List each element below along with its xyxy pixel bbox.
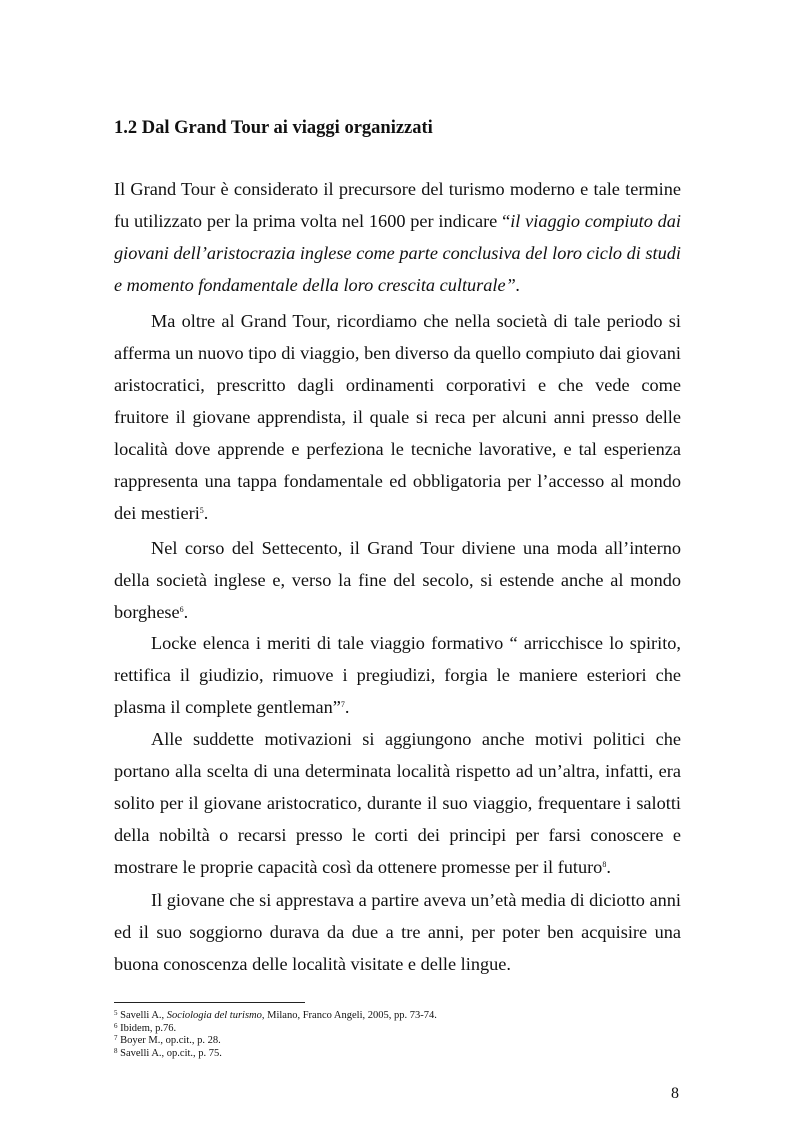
- footnote-7: $^7$ Boyer M., op.cit., p. 28.: [114, 1034, 221, 1046]
- paragraph-4: Locke elenca i meriti di tale viaggio formativo “ arricchisce lo spirito, rettifica il giudizio, rimuove i pregiudizi, forgia le maniere esteriori che plasma il complete gentleman”$^7$.: [114, 633, 681, 717]
- paragraph-1: [114, 173, 681, 301]
- footnote-ref-7[interactable]: 7: [340, 700, 345, 709]
- section-heading: 1.2 Dal Grand Tour ai viaggi organizzati: [114, 118, 433, 138]
- footnote-book-title: Sociologia del turismo: [166, 1010, 262, 1021]
- page-number: 8: [671, 1085, 679, 1102]
- paragraph-2-text: Ma oltre al Grand Tour, ricordiamo che nella società di tale periodo si afferma un nuovo tipo di viaggio, ben diverso da quello compiuto dai giovani aristocratici, prescritto dagli ordinamenti corporativi e che vede come fruitore il giovane apprendista, il quale si reca per alcuni anni presso delle località dove apprende e perfeziona le tecniche lavorative, e tal esperienza rappresenta una tappa fondamentale ed obbligatoria per l’accesso al mondo dei mestieri: [114, 311, 681, 523]
- paragraph-6-text: Il giovane che si apprestava a partire aveva un’età media di diciotto anni ed il suo soggiorno durava da due a tre anni, per poter ben acquisire una buona conoscenza delle località visitate e delle lingue.: [114, 890, 681, 974]
- paragraph-5-text: Alle suddette motivazioni si aggiungono anche motivi politici che portano alla scelta di una determinata località rispetto ad un’altra, infatti, era solito per il giovane aristocratico, durante il suo viaggio, frequentare i salotti della nobiltà o recarsi presso le corti dei principi per farsi conoscere e mostrare le proprie capacità così da ottenere promesse per il futuro: [114, 729, 681, 877]
- footnote-5: $^5$ Savelli A., Sociologia del turismo, Milano, Franco Angeli, 2005, pp. 73-74.: [114, 1009, 437, 1021]
- footnote-6: $^6$ Ibidem, p.76.: [114, 1021, 177, 1034]
- footnote-8: $^8$ Savelli A., op.cit., p. 75.: [114, 1046, 222, 1059]
- paragraph-3: Nel corso del Settecento, il Grand Tour diviene una moda all’interno della società inglese e, verso la fine del secolo, si estende anche al mondo borghese$^6$.: [114, 538, 681, 622]
- footnote-ref-5[interactable]: 5: [199, 506, 204, 515]
- footnote-ref-8[interactable]: 8: [602, 860, 607, 869]
- paragraph-2: Ma oltre al Grand Tour, ricordiamo che nella società di tale periodo si afferma un nuovo tipo di viaggio, ben diverso da quello compiuto dai giovani aristocratici, prescritto dagli ordinamenti corporativi e che vede come fruitore il giovane apprendista, il quale si reca per alcuni anni presso delle località dove apprende e perfeziona le tecniche lavorative, e tal esperienza rappresenta una tappa fondamentale ed obbligatoria per l’accesso al mondo dei mestieri$^5$.: [114, 311, 681, 523]
- paragraph-4-text: Locke elenca i meriti di tale viaggio formativo “ arricchisce lo spirito, rettifica il giudizio, rimuove i pregiudizi, forgia le maniere esteriori che plasma il complete gentleman”: [114, 633, 681, 717]
- paragraph-6: [114, 884, 681, 980]
- paragraph-3-text: Nel corso del Settecento, il Grand Tour diviene una moda all’interno della società inglese e, verso la fine del secolo, si estende anche al mondo borghese: [114, 538, 681, 622]
- footnote-separator: [114, 1002, 305, 1003]
- paragraph-1-text: Il Grand Tour è considerato il precursore del turismo moderno e tale termine fu utilizzato per la prima volta nel 1600 per indicare “: [114, 179, 681, 231]
- footnote-ref-6[interactable]: 6: [179, 605, 184, 614]
- paragraph-5: Alle suddette motivazioni si aggiungono anche motivi politici che portano alla scelta di una determinata località rispetto ad un’altra, infatti, era solito per il giovane aristocratico, durante il suo viaggio, frequentare i salotti della nobiltà o recarsi presso le corti dei principi per farsi conoscere e mostrare le proprie capacità così da ottenere promesse per il futuro$^8$.: [114, 729, 681, 877]
- footnotes: [114, 1010, 681, 1060]
- paragraph-1-quote: il viaggio compiuto dai giovani dell’aristocrazia inglese come parte conclusiva del loro ciclo di studi e momento fondamentale della loro crescita culturale”.: [114, 211, 681, 295]
